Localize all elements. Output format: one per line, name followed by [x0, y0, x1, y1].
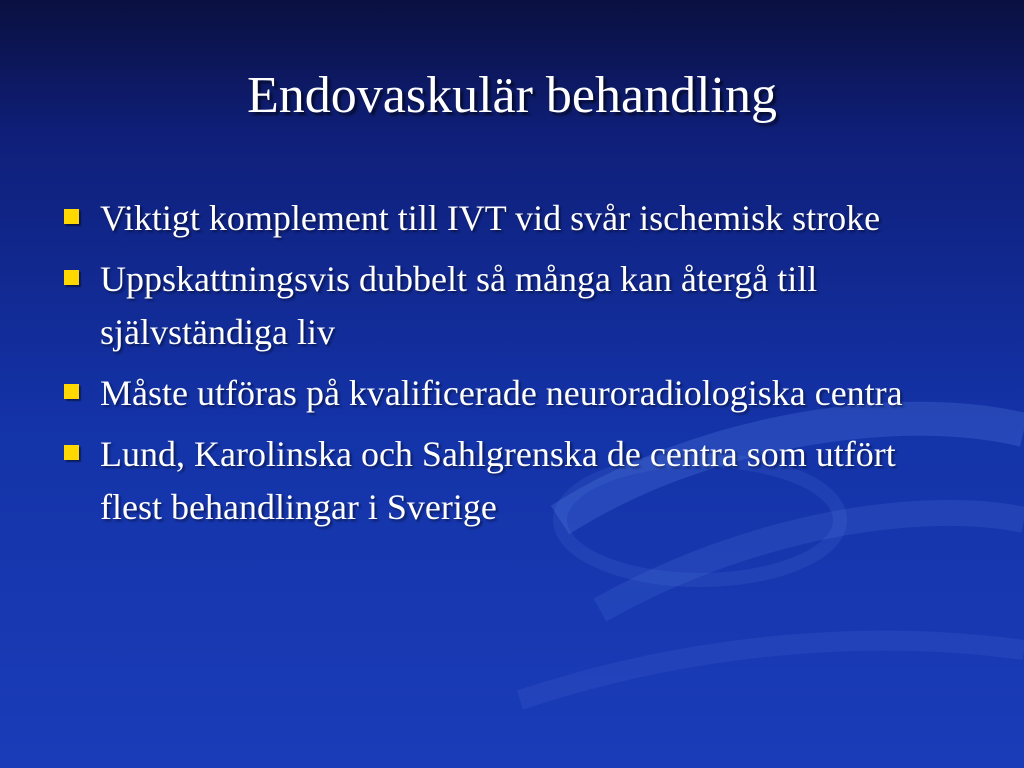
bullet-square-icon — [64, 384, 79, 399]
bullet-item — [62, 192, 962, 245]
bullet-square-icon — [64, 209, 79, 224]
bullet-text: Måste utföras på kvalificerade neuroradiologiska centra — [100, 373, 903, 413]
bullet-item — [62, 367, 962, 420]
bullet-item — [62, 253, 962, 359]
bullet-text: Uppskattningsvis dubbelt så många kan återgå till självständiga liv — [100, 259, 818, 352]
slide-title: Endovaskulär behandling — [247, 67, 777, 124]
bullet-square-icon — [64, 445, 79, 460]
bullet-item — [62, 428, 962, 534]
bullet-square-icon — [64, 270, 79, 285]
bullet-text: Lund, Karolinska och Sahlgrenska de centra som utfört flest behandlingar i Sverige — [100, 434, 896, 527]
bullet-list — [62, 192, 962, 542]
bullet-text: Viktigt komplement till IVT vid svår ischemisk stroke — [100, 198, 881, 238]
